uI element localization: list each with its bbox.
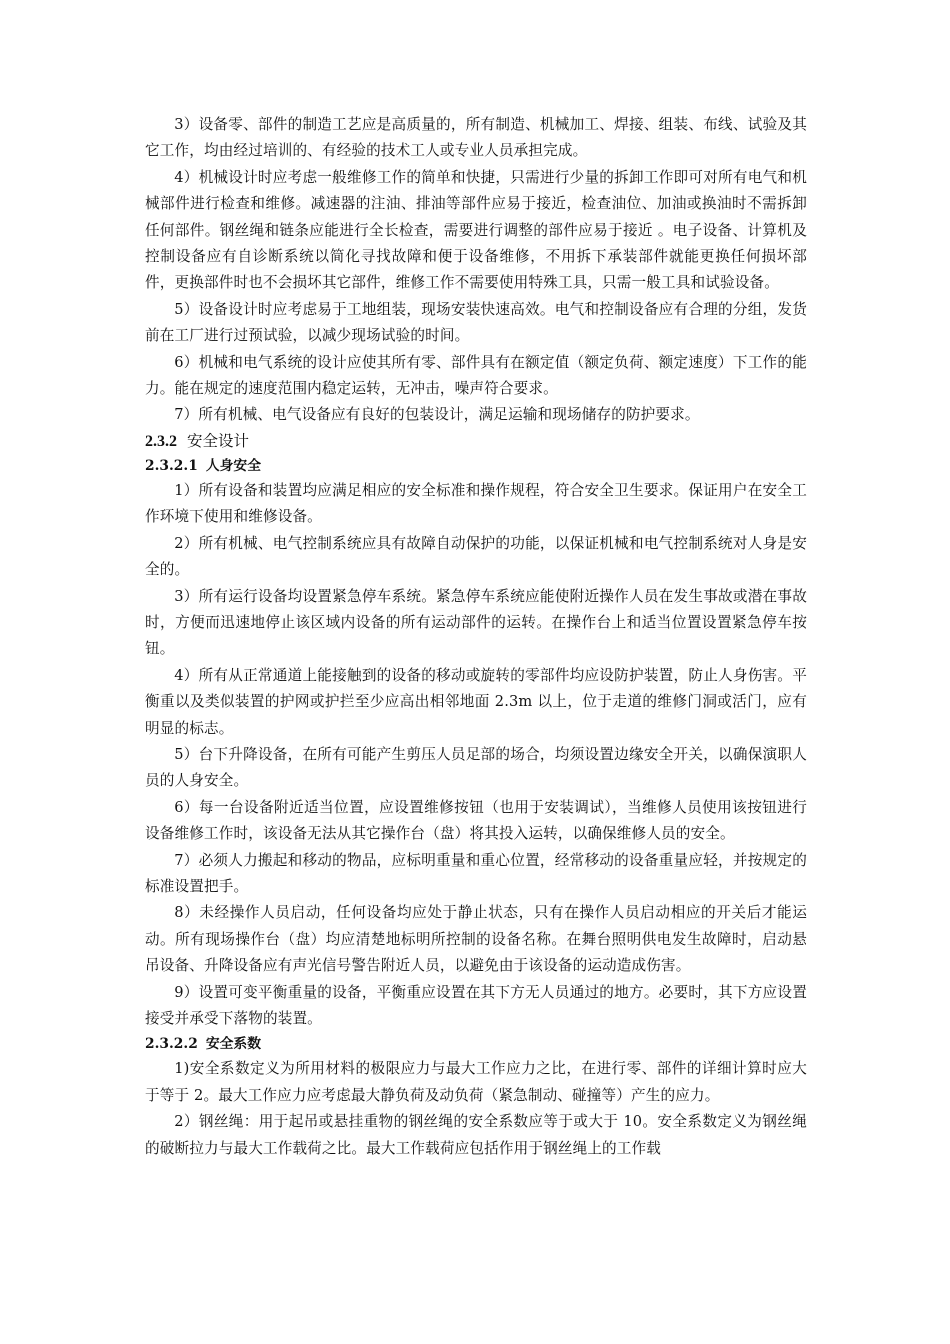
paragraph: 6）机械和电气系统的设计应使其所有零、部件具有在额定值（额定负荷、额定速度）下工作的能力。能在规定的速度范围内稳定运转，无冲击，噪声符合要求。 (145, 353, 807, 398)
paragraph: 9）设置可变平衡重量的设备，平衡重应设置在其下方无人员通过的地方。必要时，其下方应设置接受并承受下落物的装置。 (145, 983, 807, 1027)
paragraph: 4）所有从正常通道上能接触到的设备的移动或旋转的零部件均应设防护装置，防止人身伤害。平衡重以及类似装置的护网或护拦至少应高出相邻地面 2.3m 以上，位于走道的维修门洞或活门，应有明显的标志。 (145, 666, 807, 737)
subsection-number: 2.3.2.1 (145, 457, 198, 474)
section-number: 2.3.2 (145, 432, 177, 450)
section-heading-2-3-2 (145, 429, 807, 454)
paragraph: 7）必须人力搬起和移动的物品，应标明重量和重心位置，经常移动的设备重量应轻，并按规定的标准设置把手。 (145, 851, 807, 895)
paragraph: 8）未经操作人员启动，任何设备均应处于静止状态，只有在操作人员启动相应的开关后才能运动。所有现场操作台（盘）均应清楚地标明所控制的设备名称。在舞台照明供电发生故障时，启动悬吊设备、升降设备应有声光信号警告附近人员，以避免由于该设备的运动造成伤害。 (145, 904, 807, 975)
paragraph: 3）所有运行设备均设置紧急停车系统。紧急停车系统应能使附近操作人员在发生事故或潜在事故时，方便而迅速地停止该区域内设备的所有运动部件的运转。在操作台上和适当位置设置紧急停车按钮。 (145, 587, 807, 658)
paragraph: 1)安全系数定义为所用材料的极限应力与最大工作应力之比，在进行零、部件的详细计算时应大于等于 2。最大工作应力应考虑最大静负荷及动负荷（紧急制动、碰撞等）产生的应力。 (145, 1060, 807, 1104)
subsection-title: 安全系数 (205, 1036, 261, 1053)
subsection-number: 2.3.2.2 (145, 1036, 198, 1053)
subsection-heading-2-3-2-1 (145, 454, 807, 478)
paragraph: 2）所有机械、电气控制系统应具有故障自动保护的功能，以保证机械和电气控制系统对人身是安全的。 (145, 534, 807, 579)
paragraph: 7）所有机械、电气设备应有良好的包装设计，满足运输和现场储存的防护要求。 (174, 406, 700, 424)
paragraph: 4）机械设计时应考虑一般维修工作的简单和快捷，只需进行少量的拆卸工作即可对所有电气和机械部件进行检查和维修。减速器的注油、排油等部件应易于接近，检查油位、加油或换油时不需拆卸任何部件。钢丝绳和链条应能进行全长检查，需要进行调整的部件应易于接近 。电子设备、计算机及控制设备应有自诊断系统以简化寻找故障和便于设备维修，不用拆下承装部件就能更换任何损坏部件，更换部件时也不会损坏其它部件，维修工作不需要使用特殊工具，只需一般工具和试验设备。 (145, 168, 807, 292)
subsection-heading-2-3-2-2 (145, 1032, 807, 1056)
document-body (145, 112, 807, 1162)
paragraph: 3）设备零、部件的制造工艺应是高质量的，所有制造、机械加工、焊接、组装、布线、试验及其它工作，均由经过培训的、有经验的技术工人或专业人员承担完成。 (145, 116, 807, 160)
section-title: 安全设计 (187, 431, 250, 450)
paragraph: 5）设备设计时应考虑易于工地组装，现场安装快速高效。电气和控制设备应有合理的分组，发货前在工厂进行过预试验，以减少现场试验的时间。 (145, 300, 807, 345)
paragraph: 1）所有设备和装置均应满足相应的安全标准和操作规程，符合安全卫生要求。保证用户在安全工作环境下使用和维修设备。 (145, 481, 807, 526)
paragraph: 2）钢丝绳：用于起吊或悬挂重物的钢丝绳的安全系数应等于或大于 10。安全系数定义为钢丝绳的破断拉力与最大工作载荷之比。最大工作载荷应包括作用于钢丝绳上的工作载 (145, 1113, 807, 1157)
paragraph: 6）每一台设备附近适当位置，应设置维修按钮（也用于安装调试），当维修人员使用该按钮进行设备维修工作时，该设备无法从其它操作台（盘）将其投入运转，以确保维修人员的安全。 (145, 798, 807, 843)
paragraph: 5）台下升降设备，在所有可能产生剪压人员足部的场合，均须设置边缘安全开关，以确保演职人员的人身安全。 (145, 745, 807, 790)
subsection-title: 人身安全 (205, 457, 261, 474)
